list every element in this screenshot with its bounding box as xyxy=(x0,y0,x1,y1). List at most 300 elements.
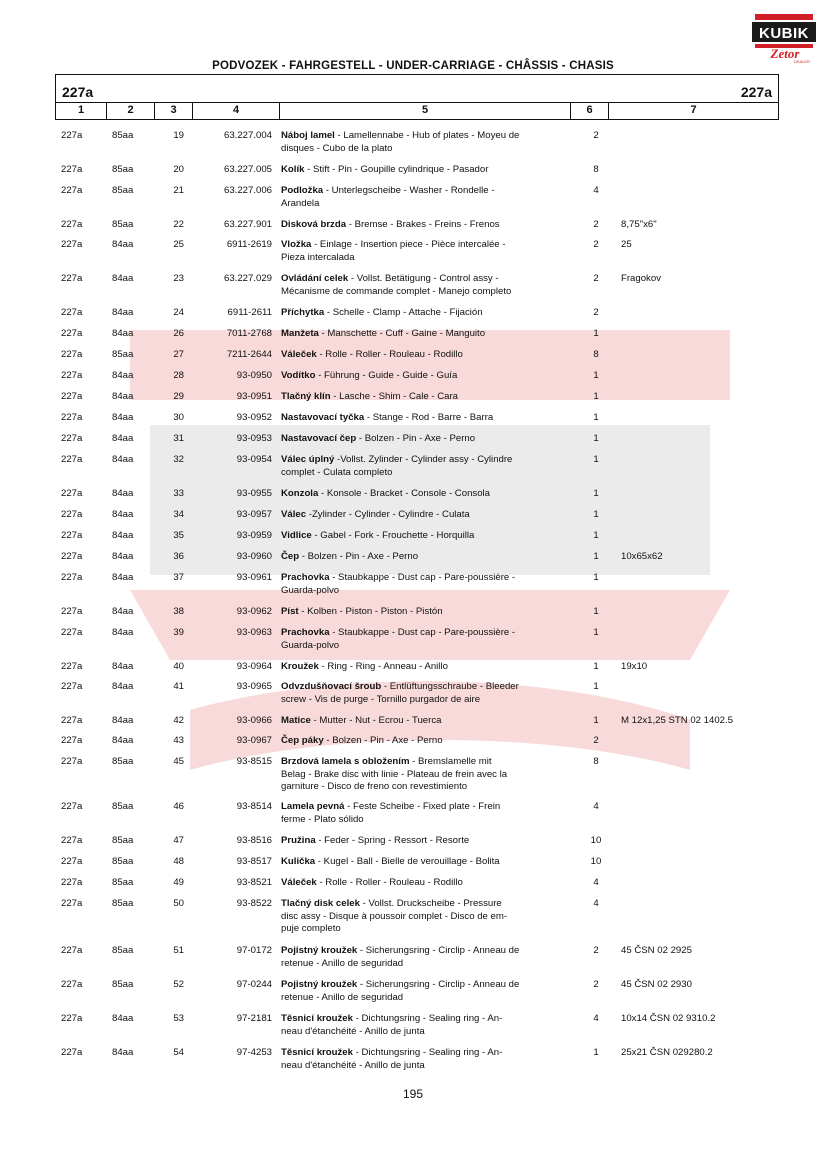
part-number-cell: 7011-2768 xyxy=(226,328,272,339)
description-cell xyxy=(281,1047,569,1072)
part-name: Manžeta xyxy=(281,328,319,339)
description-cell xyxy=(281,835,569,848)
position-cell: 29 xyxy=(173,391,184,402)
part-translations: - Feste Scheibe - Fixed plate - Frein xyxy=(344,801,501,812)
position-cell: 32 xyxy=(173,454,184,465)
part-number-cell: 93-0962 xyxy=(236,606,272,617)
group-cell: 84aa xyxy=(112,412,134,423)
part-translations: - Entlüftungsschraube - Bleeder xyxy=(381,681,519,692)
group-cell: 85aa xyxy=(112,185,134,196)
part-number-cell: 63.227.901 xyxy=(223,219,272,230)
section-cell: 227a xyxy=(61,185,83,196)
part-name: Podložka xyxy=(281,185,324,196)
column-header-2: 2 xyxy=(107,103,155,119)
section-cell: 227a xyxy=(61,307,83,318)
part-number-cell: 63.227.004 xyxy=(223,130,272,141)
part-name: Vidlice xyxy=(281,530,312,541)
part-translations-cont: neau d'étanchéité - Anillo de junta xyxy=(281,1025,425,1037)
position-cell: 41 xyxy=(173,681,184,692)
section-cell: 227a xyxy=(61,130,83,141)
part-name: Prachovka xyxy=(281,627,330,638)
position-cell: 48 xyxy=(173,856,184,867)
section-cell: 227a xyxy=(61,239,83,250)
part-translations: - Bolzen - Pin - Axe - Perno xyxy=(356,433,476,444)
description-cell xyxy=(281,370,569,383)
part-number-cell: 93-0963 xyxy=(236,627,272,638)
group-cell: 84aa xyxy=(112,735,134,746)
note-cell: 45 ČSN 02 2925 xyxy=(621,945,692,956)
group-cell: 84aa xyxy=(112,681,134,692)
section-cell: 227a xyxy=(61,627,83,638)
position-cell: 26 xyxy=(173,328,184,339)
position-cell: 23 xyxy=(173,273,184,284)
section-cell: 227a xyxy=(61,433,83,444)
description-cell xyxy=(281,572,569,597)
column-header-7: 7 xyxy=(690,104,697,116)
section-cell: 227a xyxy=(61,1013,83,1024)
group-cell: 84aa xyxy=(112,551,134,562)
position-cell: 49 xyxy=(173,877,184,888)
position-cell: 37 xyxy=(173,572,184,583)
group-cell: 85aa xyxy=(112,979,134,990)
part-number-cell: 93-8515 xyxy=(236,756,272,767)
quantity-cell: 1 xyxy=(593,681,599,692)
position-cell: 47 xyxy=(173,835,184,846)
description-cell xyxy=(281,349,569,362)
part-number-cell: 93-0957 xyxy=(236,509,272,520)
svg-text:Zetor: Zetor xyxy=(770,46,800,61)
description-cell xyxy=(281,239,569,264)
part-number-cell: 93-0955 xyxy=(236,488,272,499)
group-cell: 84aa xyxy=(112,433,134,444)
quantity-cell: 2 xyxy=(593,130,599,141)
section-cell: 227a xyxy=(61,370,83,381)
part-translations: - Dichtungsring - Sealing ring - An- xyxy=(352,1047,503,1058)
part-translations: - Konsole - Bracket - Console - Consola xyxy=(318,488,491,499)
column-headers xyxy=(55,102,779,120)
section-cell: 227a xyxy=(61,681,83,692)
group-cell: 85aa xyxy=(112,945,134,956)
part-translations-cont: complet - Culata completo xyxy=(281,466,393,478)
group-cell: 85aa xyxy=(112,801,134,812)
description-cell xyxy=(281,164,569,177)
part-translations-cont: Guarda-polvo xyxy=(281,639,340,651)
part-name: Náboj lamel xyxy=(281,130,335,141)
part-name: Těsnicí kroužek xyxy=(281,1047,353,1058)
description-cell xyxy=(281,627,569,652)
description-cell xyxy=(281,530,569,543)
group-cell: 85aa xyxy=(112,856,134,867)
position-cell: 27 xyxy=(173,349,184,360)
quantity-cell: 1 xyxy=(593,572,599,583)
part-name: Lamela pevná xyxy=(281,801,345,812)
part-name: Pojistný kroužek xyxy=(281,945,358,956)
group-cell: 85aa xyxy=(112,219,134,230)
part-translations: - Manschette - Cuff - Gaine - Manguito xyxy=(318,328,486,339)
group-cell: 85aa xyxy=(112,349,134,360)
group-cell: 84aa xyxy=(112,627,134,638)
note-cell: 10x14 ČSN 02 9310.2 xyxy=(621,1013,716,1024)
description-cell xyxy=(281,735,569,748)
group-cell: 85aa xyxy=(112,130,134,141)
section-cell: 227a xyxy=(61,1047,83,1058)
section-cell: 227a xyxy=(61,661,83,672)
position-cell: 19 xyxy=(173,130,184,141)
part-translations-cont: ferme - Plato sólido xyxy=(281,813,364,825)
section-cell: 227a xyxy=(61,856,83,867)
part-name: Kolík xyxy=(281,164,305,175)
position-cell: 40 xyxy=(173,661,184,672)
quantity-cell: 10 xyxy=(590,835,602,846)
section-cell: 227a xyxy=(61,391,83,402)
group-cell: 84aa xyxy=(112,454,134,465)
section-cell: 227a xyxy=(61,349,83,360)
description-cell xyxy=(281,945,569,970)
part-translations-cont: screw - Vis de purge - Tornillo purgador de aire xyxy=(281,693,481,705)
part-name: Disková brzda xyxy=(281,219,347,230)
part-number-cell: 93-8517 xyxy=(236,856,272,867)
quantity-cell: 10 xyxy=(590,856,602,867)
quantity-cell: 1 xyxy=(593,370,599,381)
svg-text:DEALER: DEALER xyxy=(793,59,811,64)
part-name: Pružina xyxy=(281,835,316,846)
part-name: Vložka xyxy=(281,239,312,250)
section-label-right: 227a xyxy=(740,84,772,100)
position-cell: 42 xyxy=(173,715,184,726)
part-name: Matice xyxy=(281,715,311,726)
part-name: Tlačný disk celek xyxy=(281,898,360,909)
quantity-cell: 2 xyxy=(593,735,599,746)
part-name: Čep páky xyxy=(281,735,324,746)
part-number-cell: 93-8522 xyxy=(236,898,272,909)
note-cell: 45 ČSN 02 2930 xyxy=(621,979,692,990)
group-cell: 85aa xyxy=(112,898,134,909)
part-name: Váleček xyxy=(281,877,317,888)
part-number-cell: 93-0965 xyxy=(236,681,272,692)
part-name: Ovládání celek xyxy=(281,273,349,284)
part-number-cell: 93-0952 xyxy=(236,412,272,423)
description-cell xyxy=(281,661,569,674)
note-cell: 19x10 xyxy=(621,661,648,672)
quantity-cell: 1 xyxy=(593,509,599,520)
part-number-cell: 6911-2619 xyxy=(226,239,272,250)
group-cell: 84aa xyxy=(112,273,134,284)
part-translations: - Dichtungsring - Sealing ring - An- xyxy=(352,1013,503,1024)
part-translations: - Unterlegscheibe - Washer - Rondelle - xyxy=(323,185,495,196)
description-cell xyxy=(281,433,569,446)
quantity-cell: 2 xyxy=(593,979,599,990)
section-cell: 227a xyxy=(61,273,83,284)
note-cell: 25x21 ČSN 029280.2 xyxy=(621,1047,713,1058)
part-number-cell: 93-0961 xyxy=(236,572,272,583)
position-cell: 34 xyxy=(173,509,184,520)
description-cell xyxy=(281,551,569,564)
part-number-cell: 97-0244 xyxy=(236,979,272,990)
quantity-cell: 1 xyxy=(593,412,599,423)
part-number-cell: 93-0959 xyxy=(236,530,272,541)
quantity-cell: 1 xyxy=(593,391,599,402)
part-name: Pojistný kroužek xyxy=(281,979,358,990)
description-cell xyxy=(281,307,569,320)
part-translations-cont: retenue - Anillo de seguridad xyxy=(281,957,404,969)
part-translations: - Rolle - Roller - Rouleau - Rodillo xyxy=(316,877,463,888)
part-name: Tlačný klín xyxy=(281,391,331,402)
part-translations: - Führung - Guide - Guide - Guía xyxy=(315,370,458,381)
quantity-cell: 4 xyxy=(593,898,599,909)
group-cell: 84aa xyxy=(112,307,134,318)
part-name: Prachovka xyxy=(281,572,330,583)
quantity-cell: 1 xyxy=(593,606,599,617)
section-cell: 227a xyxy=(61,945,83,956)
position-cell: 22 xyxy=(173,219,184,230)
description-cell xyxy=(281,219,569,232)
column-header-6: 6 xyxy=(571,103,609,119)
column-header-1: 1 xyxy=(56,103,107,119)
description-cell xyxy=(281,1013,569,1038)
group-cell: 84aa xyxy=(112,509,134,520)
part-name: Nastavovací tyčka xyxy=(281,412,365,423)
description-cell xyxy=(281,509,569,522)
group-cell: 84aa xyxy=(112,1013,134,1024)
part-number-cell: 63.227.029 xyxy=(223,273,272,284)
position-cell: 45 xyxy=(173,756,184,767)
position-cell: 50 xyxy=(173,898,184,909)
quantity-cell: 2 xyxy=(593,273,599,284)
description-cell xyxy=(281,877,569,890)
note-cell: 25 xyxy=(621,239,632,250)
quantity-cell: 8 xyxy=(593,756,599,767)
section-cell: 227a xyxy=(61,715,83,726)
part-translations-cont: neau d'étanchéité - Anillo de junta xyxy=(281,1059,425,1071)
section-cell: 227a xyxy=(61,412,83,423)
group-cell: 84aa xyxy=(112,488,134,499)
part-translations: - Bremse - Brakes - Freins - Frenos xyxy=(346,219,500,230)
section-cell: 227a xyxy=(61,877,83,888)
section-cell: 227a xyxy=(61,606,83,617)
part-translations: - Kugel - Ball - Bielle de verouillage - Bolita xyxy=(315,856,500,867)
position-cell: 53 xyxy=(173,1013,184,1024)
column-header-5: 5 xyxy=(280,103,571,119)
group-cell: 85aa xyxy=(112,756,134,767)
quantity-cell: 8 xyxy=(593,349,599,360)
part-number-cell: 93-0964 xyxy=(236,661,272,672)
part-translations: - Staubkappe - Dust cap - Pare-poussière - xyxy=(329,627,516,638)
part-name: Konzola xyxy=(281,488,319,499)
part-translations-cont: Guarda-polvo xyxy=(281,584,340,596)
section-cell: 227a xyxy=(61,488,83,499)
quantity-cell: 1 xyxy=(593,433,599,444)
part-translations: - Bolzen - Pin - Axe - Perno xyxy=(323,735,443,746)
section-cell: 227a xyxy=(61,454,83,465)
part-translations: - Stift - Pin - Goupille cylindrique - Pasador xyxy=(304,164,489,175)
part-name: Vodítko xyxy=(281,370,316,381)
column-header-4: 4 xyxy=(193,103,280,119)
description-cell xyxy=(281,979,569,1004)
note-cell: 8,75"x6" xyxy=(621,219,657,230)
position-cell: 51 xyxy=(173,945,184,956)
description-cell xyxy=(281,454,569,479)
kubik-zetor-logo xyxy=(752,14,816,64)
quantity-cell: 4 xyxy=(593,801,599,812)
section-cell: 227a xyxy=(61,219,83,230)
position-cell: 35 xyxy=(173,530,184,541)
part-translations-cont: Arandela xyxy=(281,197,320,209)
part-name: Brzdová lamela s obložením xyxy=(281,756,410,767)
quantity-cell: 2 xyxy=(593,945,599,956)
part-number-cell: 93-8514 xyxy=(236,801,272,812)
section-header xyxy=(55,74,779,102)
group-cell: 84aa xyxy=(112,715,134,726)
description-cell xyxy=(281,756,569,794)
part-number-cell: 97-2181 xyxy=(236,1013,272,1024)
part-translations: - Mutter - Nut - Ecrou - Tuerca xyxy=(310,715,442,726)
part-name: Čep xyxy=(281,551,300,562)
description-cell xyxy=(281,130,569,155)
part-translations-cont: retenue - Anillo de seguridad xyxy=(281,991,404,1003)
position-cell: 33 xyxy=(173,488,184,499)
part-number-cell: 93-0950 xyxy=(236,370,272,381)
part-translations: - Lasche - Shim - Cale - Cara xyxy=(330,391,459,402)
part-translations: - Feder - Spring - Ressort - Resorte xyxy=(315,835,470,846)
position-cell: 52 xyxy=(173,979,184,990)
description-cell xyxy=(281,856,569,869)
part-number-cell: 63.227.005 xyxy=(223,164,272,175)
part-translations-cont: disques - Cubo de la plato xyxy=(281,142,393,154)
position-cell: 39 xyxy=(173,627,184,638)
section-cell: 227a xyxy=(61,551,83,562)
group-cell: 84aa xyxy=(112,239,134,250)
position-cell: 36 xyxy=(173,551,184,562)
position-cell: 30 xyxy=(173,412,184,423)
group-cell: 84aa xyxy=(112,661,134,672)
part-translations: -Vollst. Zylinder - Cylinder assy - Cylindre xyxy=(334,454,513,465)
position-cell: 46 xyxy=(173,801,184,812)
position-cell: 38 xyxy=(173,606,184,617)
group-cell: 84aa xyxy=(112,328,134,339)
position-cell: 28 xyxy=(173,370,184,381)
part-translations-cont: disc assy - Disque à poussoir complet - Disco de em- xyxy=(281,910,508,922)
description-cell xyxy=(281,391,569,404)
part-translations: - Lamellennabe - Hub of plates - Moyeu de xyxy=(334,130,520,141)
section-cell: 227a xyxy=(61,756,83,767)
part-translations: - Gabel - Fork - Frouchette - Horquilla xyxy=(311,530,475,541)
section-cell: 227a xyxy=(61,328,83,339)
part-translations: - Bolzen - Pin - Axe - Perno xyxy=(299,551,419,562)
quantity-cell: 4 xyxy=(593,1013,599,1024)
section-cell: 227a xyxy=(61,835,83,846)
description-cell xyxy=(281,715,569,728)
group-cell: 84aa xyxy=(112,530,134,541)
section-cell: 227a xyxy=(61,509,83,520)
quantity-cell: 1 xyxy=(593,530,599,541)
position-cell: 54 xyxy=(173,1047,184,1058)
position-cell: 20 xyxy=(173,164,184,175)
quantity-cell: 1 xyxy=(593,454,599,465)
part-translations-cont: Pieza intercalada xyxy=(281,251,355,263)
page-number: 195 xyxy=(402,1087,424,1101)
part-number-cell: 93-0951 xyxy=(236,391,272,402)
quantity-cell: 4 xyxy=(593,185,599,196)
table-header xyxy=(55,74,779,120)
description-cell xyxy=(281,606,569,619)
part-number-cell: 93-0954 xyxy=(236,454,272,465)
section-cell: 227a xyxy=(61,530,83,541)
section-cell: 227a xyxy=(61,801,83,812)
note-cell: M 12x1,25 STN 02 1402.5 xyxy=(621,715,733,726)
group-cell: 84aa xyxy=(112,1047,134,1058)
part-name: Píst xyxy=(281,606,299,617)
quantity-cell: 2 xyxy=(593,239,599,250)
description-cell xyxy=(281,898,569,936)
part-translations: - Staubkappe - Dust cap - Pare-poussière - xyxy=(329,572,516,583)
group-cell: 85aa xyxy=(112,877,134,888)
part-translations: - Vollst. Druckscheibe - Pressure xyxy=(359,898,502,909)
position-cell: 43 xyxy=(173,735,184,746)
description-cell xyxy=(281,273,569,298)
quantity-cell: 2 xyxy=(593,219,599,230)
quantity-cell: 1 xyxy=(593,328,599,339)
description-cell xyxy=(281,488,569,501)
part-translations: - Vollst. Betätigung - Control assy - xyxy=(348,273,499,284)
part-name: Odvzdušňovací šroub xyxy=(281,681,382,692)
part-number-cell: 97-4253 xyxy=(236,1047,272,1058)
part-number-cell: 7211-2644 xyxy=(226,349,272,360)
part-translations-cont: Mécanisme de commande complet - Manejo completo xyxy=(281,285,512,297)
part-name: Válec xyxy=(281,509,307,520)
part-number-cell: 93-0966 xyxy=(236,715,272,726)
section-cell: 227a xyxy=(61,979,83,990)
group-cell: 85aa xyxy=(112,835,134,846)
quantity-cell: 1 xyxy=(593,488,599,499)
part-translations: - Kolben - Piston - Piston - Pistón xyxy=(298,606,443,617)
quantity-cell: 2 xyxy=(593,307,599,318)
section-cell: 227a xyxy=(61,164,83,175)
part-number-cell: 97-0172 xyxy=(236,945,272,956)
part-number-cell: 93-0953 xyxy=(236,433,272,444)
part-translations: - Rolle - Roller - Rouleau - Rodillo xyxy=(316,349,463,360)
part-name: Kulička xyxy=(281,856,316,867)
description-cell xyxy=(281,412,569,425)
group-cell: 84aa xyxy=(112,370,134,381)
part-number-cell: 93-0967 xyxy=(236,735,272,746)
note-cell: Fragokov xyxy=(621,273,661,284)
part-name: Kroužek xyxy=(281,661,319,672)
note-cell: 10x65x62 xyxy=(621,551,663,562)
section-label-left: 227a xyxy=(62,84,94,100)
section-cell: 227a xyxy=(61,898,83,909)
quantity-cell: 4 xyxy=(593,877,599,888)
part-number-cell: 63.227.006 xyxy=(223,185,272,196)
position-cell: 25 xyxy=(173,239,184,250)
column-header-3: 3 xyxy=(155,103,193,119)
page-title: PODVOZEK - FAHRGESTELL - UNDER-CARRIAGE - CHÂSSIS - CHASIS xyxy=(212,60,614,72)
part-translations: - Sicherungsring - Circlip - Anneau de xyxy=(357,945,520,956)
part-name: Váleček xyxy=(281,349,317,360)
group-cell: 85aa xyxy=(112,164,134,175)
part-translations: - Bremslamelle mit xyxy=(409,756,492,767)
group-cell: 84aa xyxy=(112,572,134,583)
part-name: Válec úplný xyxy=(281,454,335,465)
part-translations: - Sicherungsring - Circlip - Anneau de xyxy=(357,979,520,990)
description-cell xyxy=(281,328,569,341)
part-translations: - Ring - Ring - Anneau - Anillo xyxy=(318,661,448,672)
quantity-cell: 1 xyxy=(593,661,599,672)
part-name: Příchytka xyxy=(281,307,325,318)
position-cell: 24 xyxy=(173,307,184,318)
quantity-cell: 1 xyxy=(593,627,599,638)
part-translations: -Zylinder - Cylinder - Cylindre - Culata xyxy=(306,509,470,520)
quantity-cell: 1 xyxy=(593,715,599,726)
